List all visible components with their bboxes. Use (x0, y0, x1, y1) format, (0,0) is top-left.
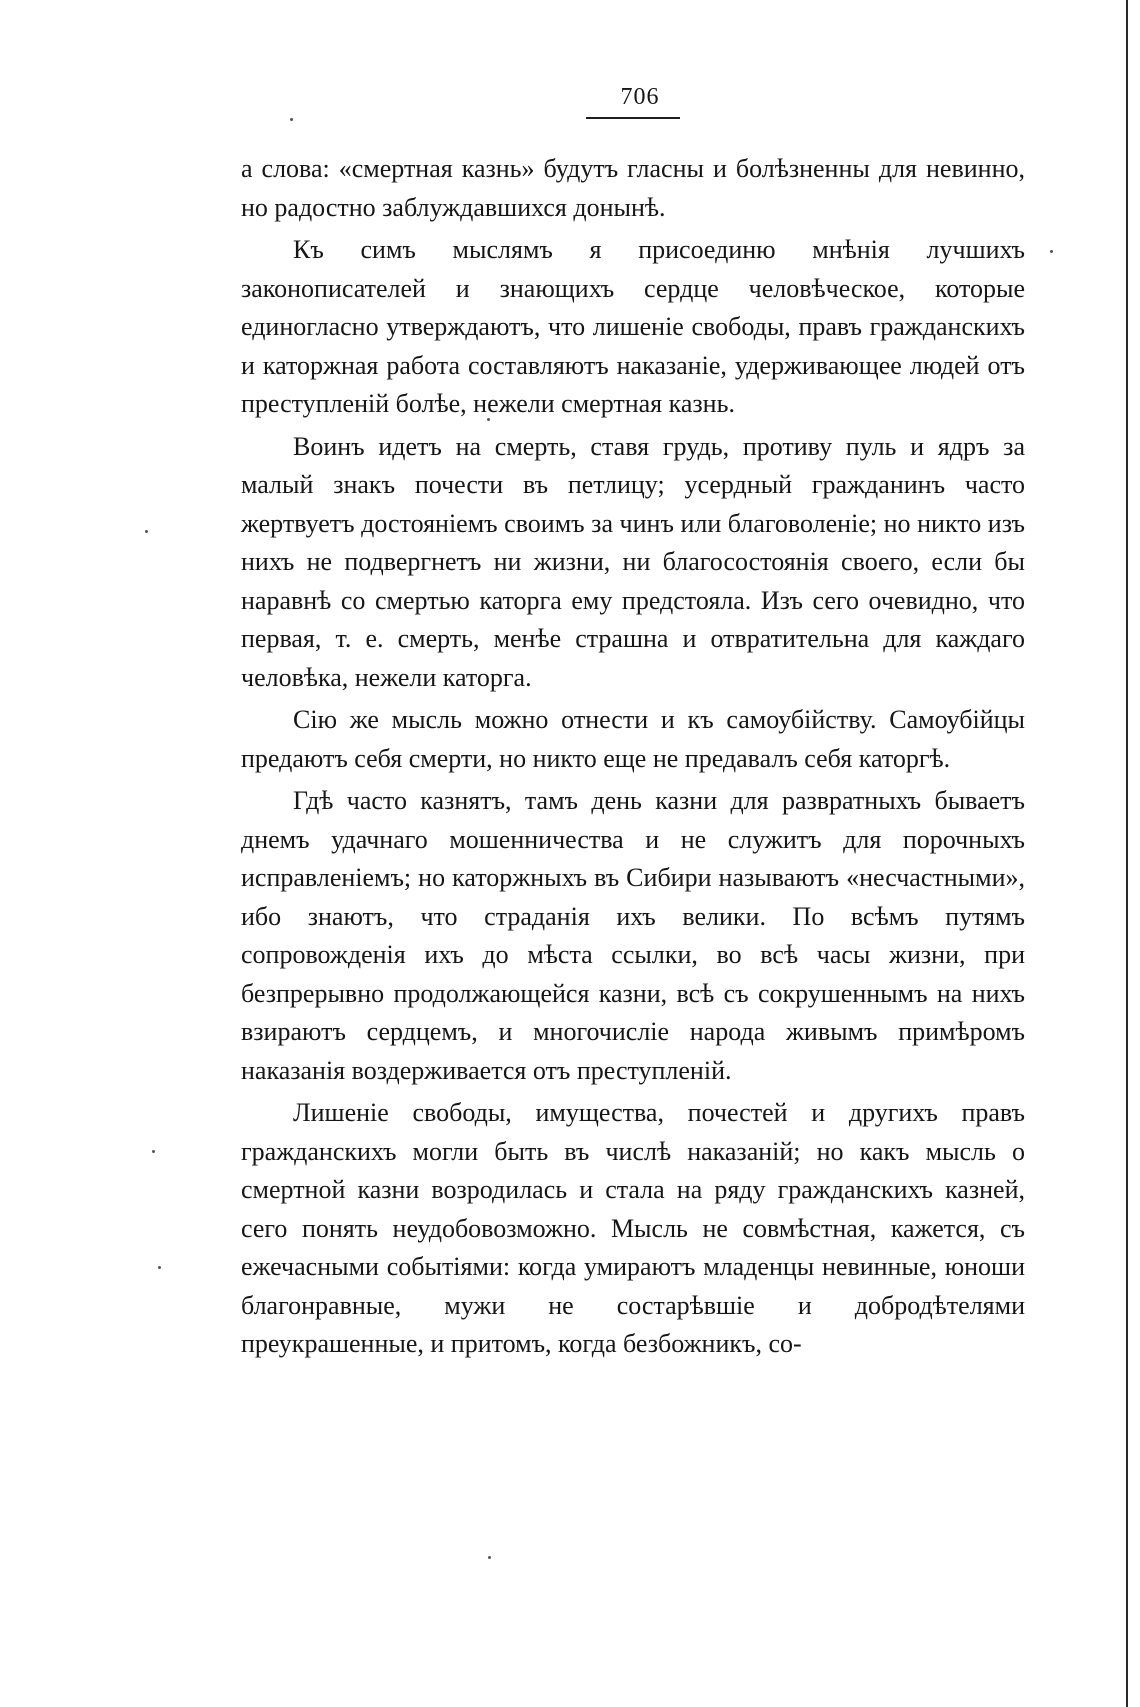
scan-page-edge (1126, 0, 1128, 1707)
scan-speck (1050, 250, 1053, 253)
body-text (241, 150, 1025, 1368)
scan-speck (152, 1150, 155, 1153)
paragraph-6: Лишеніе свободы, имущества, почестей и другихъ правъ гражданскихъ могли быть въ числѣ наказаній; но какъ мысль о смертной казни возродилась и стала на ряду гражданскихъ казней, сего понять неудобовозможно. Мысль не совмѣстная, кажется, съ ежечасными событіями: когда умираютъ младенцы невинные, юноши благонравные, мужи не состарѣвшіе и добродѣтелями преукрашенные, и притомъ, когда безбожникъ, со- (241, 1098, 1025, 1358)
scan-speck (158, 1266, 161, 1269)
scan-speck (290, 118, 293, 121)
scan-speck (487, 418, 490, 421)
page-number: 706 (620, 84, 660, 110)
scan-speck (488, 1556, 491, 1559)
paragraph-4: Сію же мысль можно отнести и къ самоубійству. Самоубійцы предаютъ себя смерти, но никто еще не предавалъ себя каторгѣ. (241, 705, 1025, 773)
page-number-rule (586, 117, 680, 119)
paragraph-1: а слова: «смертная казнь» будутъ гласны и болѣзненны для невинно, но радостно заблуждавшихся донынѣ. (241, 154, 1025, 222)
scan-speck (145, 530, 148, 533)
paragraph-3: Воинъ идетъ на смерть, ставя грудь, противу пуль и ядръ за малый знакъ почести въ петлицу; усердный гражданинъ часто жертвуетъ достояніемъ своимъ за чинъ или благоволеніе; но никто изъ нихъ не подвергнетъ ни жизни, ни благосостоянія своего, если бы наравнѣ со смертью каторга ему предстояла. Изъ сего очевидно, что первая, т. е. смерть, менѣе страшна и отвратительна для каждаго человѣка, нежели каторга. (241, 431, 1025, 692)
paragraph-5: Гдѣ часто казнятъ, тамъ день казни для развратныхъ бываетъ днемъ удачнаго мошенничества и не служитъ для порочныхъ исправленіемъ; но каторжныхъ въ Сибири называютъ «несчастными», ибо знаютъ, что страданія ихъ велики. По всѣмъ путямъ сопровожденія ихъ до мѣста ссылки, во всѣ часы жизни, при безпрерывно продолжающейся казни, всѣ съ сокрушеннымъ на нихъ взираютъ сердцемъ, и многочисліе народа живымъ примѣромъ наказанія воздерживается отъ преступленій. (241, 786, 1025, 1085)
paragraph-2: Къ симъ мыслямъ я присоединю мнѣнія лучшихъ законописателей и знающихъ сердце человѣческое, которые единогласно утверждаютъ, что лишеніе свободы, правъ гражданскихъ и каторжная работа составляютъ наказаніе, удерживающее людей отъ преступленій болѣе, нежели смертная казнь. (241, 235, 1025, 418)
